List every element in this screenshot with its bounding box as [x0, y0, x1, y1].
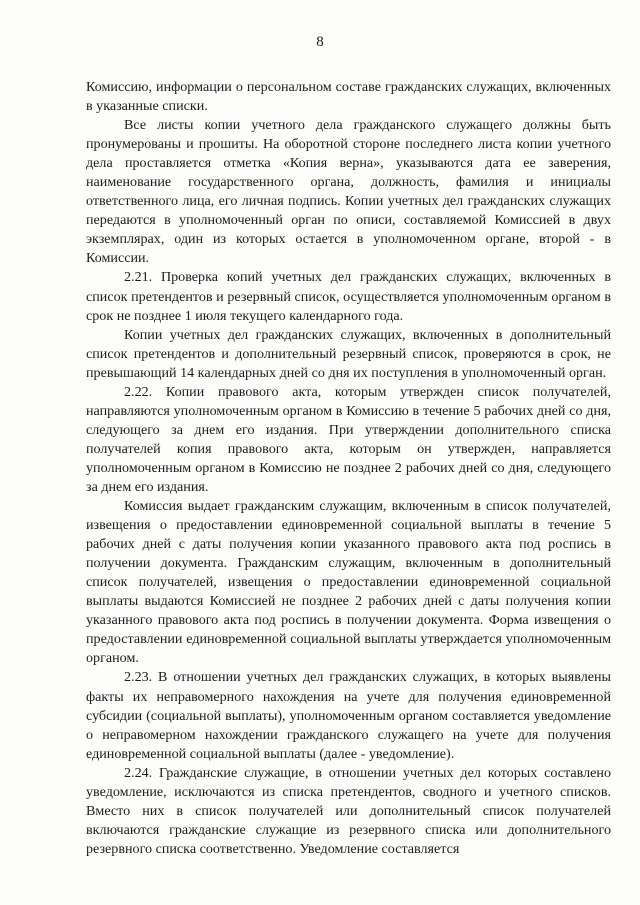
page-number: 8 — [316, 34, 324, 50]
paragraph-copies-numbering: Все листы копии учетного дела гражданского служащего должны быть пронумерованы и прошиты. На оборотной стороне последнего листа копии учетного дела проставляется отметка «Копия верна», указываются дата ее заверения, наименование государственного органа, должность, фамилия и инициалы ответственного лица, его личная подпись. Копии учетных дел гражданских служащих передаются в уполномоченный орган по описи, составляемой Комиссией в двух экземплярах, один из которых остается в уполномоченном органе, второй - в Комиссии. — [86, 117, 611, 267]
paragraph-continuation: Комиссию, информации о персональном составе гражданских служащих, включенных в указанные списки. — [86, 79, 611, 115]
paragraph-2-22-notices: Комиссия выдает гражданским служащим, включенным в список получателей, извещения о предоставлении единовременной социальной выплаты в течение 5 рабочих дней с даты получения копии указанного правового акта под роспись в получении документа. Гражданским служащим, включенным в дополнительный список получателей, извещения о предоставлении единовременной социальной выплаты выдаются Комиссией не позднее 2 рабочих дней с даты получения копии указанного правового акта под роспись в получении документа. Форма извещения о предоставлении единовременной социальной выплаты утверждается уполномоченным органом. — [86, 498, 611, 667]
paragraph-2-23: 2.23. В отношении учетных дел гражданских служащих, в которых выявлены факты их неправомерного нахождения на учете для получения единовременной субсидии (социальной выплаты), уполномоченным органом составляется уведомление о неправомерном нахождении гражданского служащего на учете для получения единовременной социальной выплаты (далее - уведомление). — [86, 669, 611, 762]
paragraph-2-24: 2.24. Гражданские служащие, в отношении учетных дел которых составлено уведомление, исключаются из списка претендентов, сводного и учетного списков. Вместо них в список получателей или дополнительный список получателей включаются гражданские служащие из резервного списка или дополнительного резервного списка соответственно. Уведомление составляется — [86, 764, 611, 857]
document-body — [86, 78, 611, 859]
paragraph-2-21: 2.21. Проверка копий учетных дел гражданских служащих, включенных в список претендентов и резервный список, осуществляется уполномоченным органом в срок не позднее 1 июля текущего календарного года. — [86, 269, 611, 324]
paragraph-2-22: 2.22. Копии правового акта, которым утвержден список получателей, направляются уполномоченным органом в Комиссию в течение 5 рабочих дней со дня, следующего за днем его издания. При утверждении дополнительного списка получателей копия правового акта, которым он утвержден, направляется уполномоченным органом в Комиссию не позднее 2 рабочих дней со дня, следующего за днем его издания. — [86, 383, 611, 495]
paragraph-2-21-additional: Копии учетных дел гражданских служащих, включенных в дополнительный список претендентов и дополнительный резервный список, проверяются в срок, не превышающий 14 календарных дней со дня их поступления в уполномоченный орган. — [86, 326, 611, 381]
